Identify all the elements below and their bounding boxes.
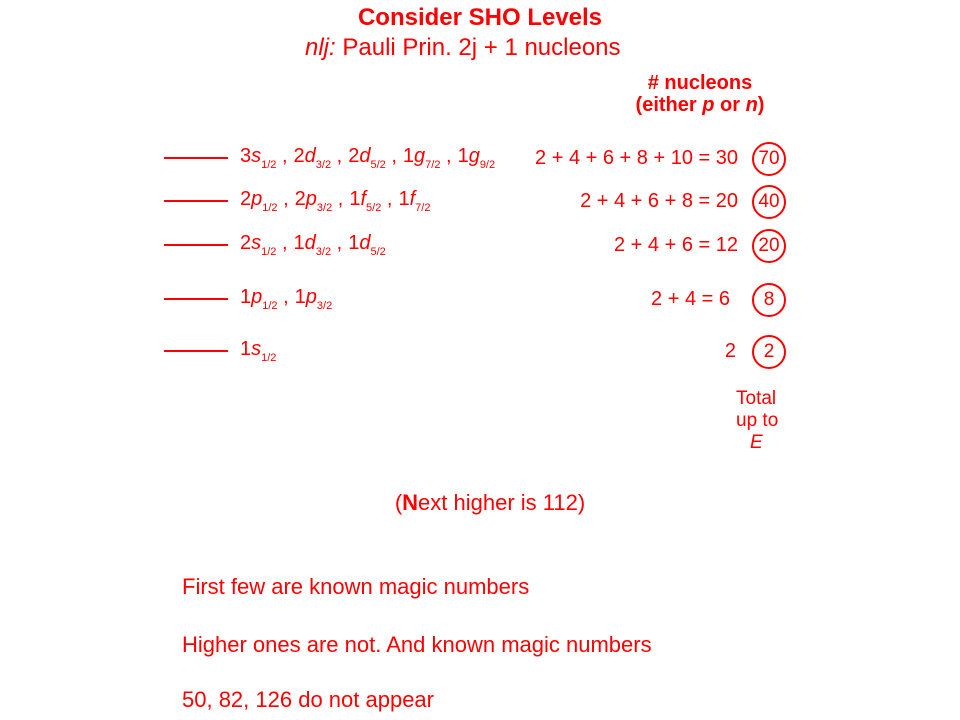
- orbital: $1s_{1/2}$: [240, 338, 277, 364]
- orbital: $1d_{5/2}$: [348, 232, 386, 258]
- orbital: $1f_{7/2}$: [398, 188, 431, 214]
- nucleons-header-line2: (either p or n): [635, 94, 765, 116]
- orbital-list: [240, 338, 276, 364]
- total-count-circle: 40: [752, 185, 786, 219]
- orbital: $1d_{3/2}$: [293, 232, 332, 258]
- proton-symbol: p: [702, 94, 715, 116]
- total-count-circle: 8: [752, 283, 786, 317]
- orbital: $2d_{5/2}$: [348, 145, 386, 171]
- orbital-list: $2p_{1/2}$ , $2p_{3/2}$ , $1f_{5/2}$ , $1f_{7/2}$: [240, 188, 431, 214]
- orbital: $1p_{3/2}$: [294, 286, 333, 312]
- note-2: Higher ones are not. And known magic numbers: [182, 632, 652, 657]
- level-line: [164, 350, 228, 352]
- orbital: $2p_{1/2}$: [240, 188, 278, 214]
- nucleon-sum: 2 + 4 + 6 + 8 + 10 = 30: [535, 147, 738, 169]
- nucleon-sum: 2 + 4 + 6 + 8 = 20: [580, 190, 738, 212]
- total-count-circle: 20: [752, 229, 786, 263]
- nucleon-sum: 2 + 4 = 6: [651, 288, 730, 310]
- orbital: $2p_{3/2}$: [294, 188, 333, 214]
- level-line: [164, 157, 228, 159]
- subtitle-prefix: nlj:: [305, 34, 336, 61]
- level-line: [164, 244, 228, 246]
- orbital: $1p_{1/2}$: [240, 286, 278, 312]
- nucleon-sum: 2: [724, 340, 736, 362]
- neutron-symbol: n: [745, 94, 758, 116]
- next-higher-note: (Next higher is 112): [394, 490, 586, 515]
- level-line: [164, 298, 228, 300]
- note-1: First few are known magic numbers: [182, 574, 530, 599]
- orbital: $1g_{9/2}$: [457, 145, 496, 171]
- note-3: 50, 82, 126 do not appear: [182, 687, 434, 712]
- total-count-circle: 2: [752, 335, 786, 369]
- total-count-circle: 70: [752, 142, 786, 176]
- orbital: $2s_{1/2}$: [240, 232, 277, 258]
- orbital: $1g_{7/2}$: [402, 145, 441, 171]
- nucleon-sum: 2 + 4 + 6 = 12: [614, 234, 738, 256]
- total-label-energy: E: [750, 432, 763, 453]
- level-line: [164, 200, 228, 202]
- total-label: [736, 388, 778, 454]
- orbital-list: $1p_{1/2}$ , $1p_{3/2}$: [240, 286, 333, 312]
- orbital-list: $2s_{1/2}$ , $1d_{3/2}$ , $1d_{5/2}$: [240, 232, 386, 258]
- orbital-list: $3s_{1/2}$ , $2d_{3/2}$ , $2d_{5/2}$ , $1g_{7/2}$ , $1g_{9/2}$: [240, 145, 496, 171]
- nucleons-header: [610, 72, 790, 116]
- orbital: $2d_{3/2}$: [293, 145, 332, 171]
- total-label-line2: up to: [736, 410, 779, 431]
- subtitle-text: Pauli Prin. 2j + 1 nucleons: [342, 34, 621, 61]
- orbital: $3s_{1/2}$: [240, 145, 277, 171]
- slide-title: Consider SHO Levels: [357, 4, 603, 31]
- total-label-line1: Total: [736, 388, 777, 409]
- nucleons-header-line1: # nucleons: [647, 72, 753, 94]
- orbital: $1f_{5/2}$: [349, 188, 382, 214]
- slide-subtitle: [305, 34, 621, 62]
